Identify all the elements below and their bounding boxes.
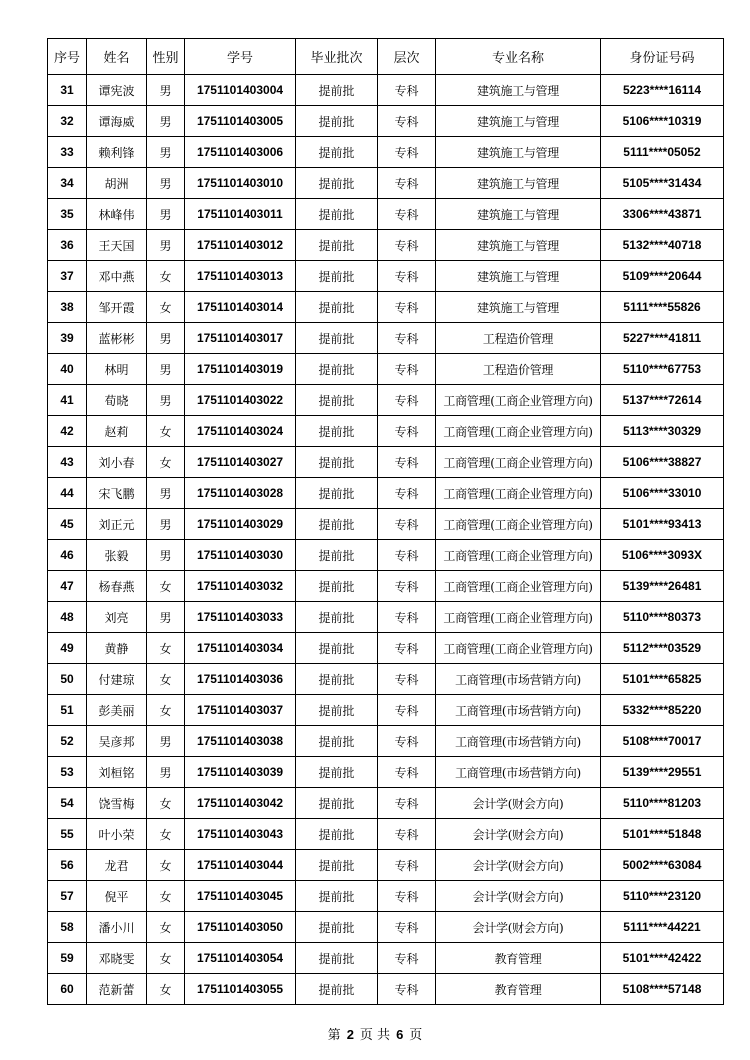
cell-name: 倪平 xyxy=(87,881,147,912)
cell-level: 专科 xyxy=(378,354,436,385)
cell-id-number: 5105****31434 xyxy=(601,168,724,199)
cell-index: 42 xyxy=(48,416,87,447)
student-table xyxy=(47,38,724,1005)
cell-student-id: 1751101403030 xyxy=(185,540,296,571)
cell-major: 工商管理(市场营销方向) xyxy=(436,695,601,726)
cell-student-id: 1751101403006 xyxy=(185,137,296,168)
cell-major: 会计学(财会方向) xyxy=(436,819,601,850)
cell-gender: 男 xyxy=(147,540,185,571)
cell-major: 建筑施工与管理 xyxy=(436,137,601,168)
cell-major: 建筑施工与管理 xyxy=(436,261,601,292)
cell-level: 专科 xyxy=(378,974,436,1005)
cell-batch: 提前批 xyxy=(296,726,378,757)
cell-student-id: 1751101403027 xyxy=(185,447,296,478)
cell-name: 黄静 xyxy=(87,633,147,664)
cell-id-number: 3306****43871 xyxy=(601,199,724,230)
cell-index: 39 xyxy=(48,323,87,354)
cell-gender: 男 xyxy=(147,602,185,633)
cell-batch: 提前批 xyxy=(296,75,378,106)
footer-page-number: 2 xyxy=(346,1027,354,1042)
cell-level: 专科 xyxy=(378,261,436,292)
header-name: 姓名 xyxy=(87,39,147,75)
cell-gender: 男 xyxy=(147,199,185,230)
cell-index: 47 xyxy=(48,571,87,602)
cell-level: 专科 xyxy=(378,912,436,943)
cell-level: 专科 xyxy=(378,168,436,199)
cell-index: 58 xyxy=(48,912,87,943)
table-row xyxy=(48,881,724,912)
cell-id-number: 5002****63084 xyxy=(601,850,724,881)
cell-level: 专科 xyxy=(378,571,436,602)
cell-name: 谭宪波 xyxy=(87,75,147,106)
table-row xyxy=(48,416,724,447)
cell-major: 建筑施工与管理 xyxy=(436,168,601,199)
table-row xyxy=(48,261,724,292)
table-row xyxy=(48,664,724,695)
cell-gender: 女 xyxy=(147,292,185,323)
cell-index: 51 xyxy=(48,695,87,726)
cell-id-number: 5109****20644 xyxy=(601,261,724,292)
table-header-row xyxy=(48,39,724,75)
cell-student-id: 1751101403043 xyxy=(185,819,296,850)
table-body xyxy=(48,75,724,1005)
cell-gender: 女 xyxy=(147,974,185,1005)
cell-student-id: 1751101403042 xyxy=(185,788,296,819)
cell-id-number: 5332****85220 xyxy=(601,695,724,726)
table-row xyxy=(48,106,724,137)
cell-student-id: 1751101403044 xyxy=(185,850,296,881)
cell-index: 43 xyxy=(48,447,87,478)
cell-name: 林明 xyxy=(87,354,147,385)
cell-gender: 女 xyxy=(147,850,185,881)
cell-major: 工商管理(市场营销方向) xyxy=(436,726,601,757)
table-row xyxy=(48,943,724,974)
cell-major: 工商管理(工商企业管理方向) xyxy=(436,478,601,509)
cell-major: 建筑施工与管理 xyxy=(436,292,601,323)
cell-major: 会计学(财会方向) xyxy=(436,912,601,943)
cell-name: 王天国 xyxy=(87,230,147,261)
cell-level: 专科 xyxy=(378,230,436,261)
cell-batch: 提前批 xyxy=(296,447,378,478)
cell-index: 38 xyxy=(48,292,87,323)
cell-id-number: 5139****26481 xyxy=(601,571,724,602)
table-row xyxy=(48,230,724,261)
cell-batch: 提前批 xyxy=(296,199,378,230)
cell-batch: 提前批 xyxy=(296,168,378,199)
cell-gender: 男 xyxy=(147,509,185,540)
cell-index: 36 xyxy=(48,230,87,261)
table-row xyxy=(48,478,724,509)
cell-index: 49 xyxy=(48,633,87,664)
cell-gender: 男 xyxy=(147,75,185,106)
cell-level: 专科 xyxy=(378,633,436,664)
cell-student-id: 1751101403037 xyxy=(185,695,296,726)
cell-level: 专科 xyxy=(378,323,436,354)
table-row xyxy=(48,602,724,633)
cell-name: 范新蕾 xyxy=(87,974,147,1005)
cell-student-id: 1751101403038 xyxy=(185,726,296,757)
cell-gender: 女 xyxy=(147,881,185,912)
cell-name: 杨春燕 xyxy=(87,571,147,602)
cell-index: 33 xyxy=(48,137,87,168)
cell-name: 龙君 xyxy=(87,850,147,881)
cell-id-number: 5113****30329 xyxy=(601,416,724,447)
cell-major: 工商管理(工商企业管理方向) xyxy=(436,602,601,633)
cell-level: 专科 xyxy=(378,757,436,788)
cell-batch: 提前批 xyxy=(296,757,378,788)
cell-gender: 男 xyxy=(147,757,185,788)
cell-major: 教育管理 xyxy=(436,943,601,974)
cell-major: 工商管理(市场营销方向) xyxy=(436,664,601,695)
cell-major: 建筑施工与管理 xyxy=(436,199,601,230)
table-row xyxy=(48,292,724,323)
cell-batch: 提前批 xyxy=(296,416,378,447)
cell-gender: 女 xyxy=(147,447,185,478)
cell-name: 刘亮 xyxy=(87,602,147,633)
cell-batch: 提前批 xyxy=(296,819,378,850)
cell-major: 会计学(财会方向) xyxy=(436,788,601,819)
cell-level: 专科 xyxy=(378,416,436,447)
cell-id-number: 5139****29551 xyxy=(601,757,724,788)
header-major: 专业名称 xyxy=(436,39,601,75)
cell-major: 建筑施工与管理 xyxy=(436,106,601,137)
cell-index: 59 xyxy=(48,943,87,974)
cell-id-number: 5106****10319 xyxy=(601,106,724,137)
cell-id-number: 5110****81203 xyxy=(601,788,724,819)
cell-gender: 女 xyxy=(147,943,185,974)
cell-batch: 提前批 xyxy=(296,664,378,695)
cell-level: 专科 xyxy=(378,106,436,137)
cell-id-number: 5101****42422 xyxy=(601,943,724,974)
footer-total-pages: 6 xyxy=(396,1027,404,1042)
footer-middle: 页 共 xyxy=(359,1028,391,1043)
cell-batch: 提前批 xyxy=(296,137,378,168)
cell-student-id: 1751101403028 xyxy=(185,478,296,509)
cell-id-number: 5111****55826 xyxy=(601,292,724,323)
cell-id-number: 5111****44221 xyxy=(601,912,724,943)
cell-index: 37 xyxy=(48,261,87,292)
cell-student-id: 1751101403029 xyxy=(185,509,296,540)
cell-major: 工商管理(工商企业管理方向) xyxy=(436,540,601,571)
cell-student-id: 1751101403011 xyxy=(185,199,296,230)
cell-level: 专科 xyxy=(378,478,436,509)
cell-batch: 提前批 xyxy=(296,509,378,540)
cell-id-number: 5223****16114 xyxy=(601,75,724,106)
cell-gender: 女 xyxy=(147,571,185,602)
cell-level: 专科 xyxy=(378,292,436,323)
table-row xyxy=(48,168,724,199)
cell-batch: 提前批 xyxy=(296,540,378,571)
cell-major: 工商管理(工商企业管理方向) xyxy=(436,416,601,447)
cell-batch: 提前批 xyxy=(296,323,378,354)
cell-name: 蓝彬彬 xyxy=(87,323,147,354)
cell-id-number: 5132****40718 xyxy=(601,230,724,261)
cell-student-id: 1751101403010 xyxy=(185,168,296,199)
cell-level: 专科 xyxy=(378,788,436,819)
cell-level: 专科 xyxy=(378,137,436,168)
cell-name: 叶小荣 xyxy=(87,819,147,850)
cell-id-number: 5111****05052 xyxy=(601,137,724,168)
cell-level: 专科 xyxy=(378,943,436,974)
cell-level: 专科 xyxy=(378,726,436,757)
cell-id-number: 5108****57148 xyxy=(601,974,724,1005)
cell-gender: 男 xyxy=(147,137,185,168)
cell-student-id: 1751101403034 xyxy=(185,633,296,664)
cell-batch: 提前批 xyxy=(296,974,378,1005)
cell-batch: 提前批 xyxy=(296,478,378,509)
table-row xyxy=(48,199,724,230)
cell-index: 41 xyxy=(48,385,87,416)
table-row xyxy=(48,974,724,1005)
cell-name: 彭美丽 xyxy=(87,695,147,726)
cell-name: 邓晓雯 xyxy=(87,943,147,974)
cell-student-id: 1751101403050 xyxy=(185,912,296,943)
cell-level: 专科 xyxy=(378,695,436,726)
cell-id-number: 5106****38827 xyxy=(601,447,724,478)
cell-gender: 男 xyxy=(147,726,185,757)
cell-index: 54 xyxy=(48,788,87,819)
cell-index: 32 xyxy=(48,106,87,137)
page-footer xyxy=(0,1024,750,1043)
cell-id-number: 5112****03529 xyxy=(601,633,724,664)
table-row xyxy=(48,540,724,571)
cell-batch: 提前批 xyxy=(296,261,378,292)
cell-name: 胡洲 xyxy=(87,168,147,199)
cell-student-id: 1751101403045 xyxy=(185,881,296,912)
cell-major: 会计学(财会方向) xyxy=(436,881,601,912)
cell-gender: 男 xyxy=(147,323,185,354)
table-row xyxy=(48,726,724,757)
cell-batch: 提前批 xyxy=(296,881,378,912)
cell-gender: 男 xyxy=(147,478,185,509)
cell-name: 刘桓铭 xyxy=(87,757,147,788)
header-id-number: 身份证号码 xyxy=(601,39,724,75)
cell-student-id: 1751101403055 xyxy=(185,974,296,1005)
cell-name: 邓中燕 xyxy=(87,261,147,292)
cell-gender: 男 xyxy=(147,168,185,199)
cell-level: 专科 xyxy=(378,447,436,478)
cell-level: 专科 xyxy=(378,664,436,695)
cell-batch: 提前批 xyxy=(296,850,378,881)
cell-gender: 女 xyxy=(147,261,185,292)
table-row xyxy=(48,695,724,726)
cell-name: 赵莉 xyxy=(87,416,147,447)
cell-major: 建筑施工与管理 xyxy=(436,75,601,106)
cell-student-id: 1751101403039 xyxy=(185,757,296,788)
cell-name: 吴彦邦 xyxy=(87,726,147,757)
cell-id-number: 5101****93413 xyxy=(601,509,724,540)
cell-gender: 女 xyxy=(147,633,185,664)
cell-batch: 提前批 xyxy=(296,695,378,726)
table-row xyxy=(48,509,724,540)
cell-student-id: 1751101403005 xyxy=(185,106,296,137)
cell-level: 专科 xyxy=(378,540,436,571)
cell-major: 工商管理(工商企业管理方向) xyxy=(436,385,601,416)
cell-index: 53 xyxy=(48,757,87,788)
cell-student-id: 1751101403017 xyxy=(185,323,296,354)
cell-name: 赖利锋 xyxy=(87,137,147,168)
table-row xyxy=(48,447,724,478)
cell-id-number: 5137****72614 xyxy=(601,385,724,416)
cell-gender: 女 xyxy=(147,912,185,943)
cell-id-number: 5101****65825 xyxy=(601,664,724,695)
cell-student-id: 1751101403022 xyxy=(185,385,296,416)
cell-major: 工商管理(工商企业管理方向) xyxy=(436,509,601,540)
cell-index: 52 xyxy=(48,726,87,757)
header-batch: 毕业批次 xyxy=(296,39,378,75)
table-row xyxy=(48,137,724,168)
cell-batch: 提前批 xyxy=(296,912,378,943)
cell-index: 55 xyxy=(48,819,87,850)
cell-index: 35 xyxy=(48,199,87,230)
cell-batch: 提前批 xyxy=(296,633,378,664)
cell-id-number: 5110****23120 xyxy=(601,881,724,912)
cell-id-number: 5108****70017 xyxy=(601,726,724,757)
cell-student-id: 1751101403024 xyxy=(185,416,296,447)
header-index: 序号 xyxy=(48,39,87,75)
table-row xyxy=(48,850,724,881)
table-row xyxy=(48,912,724,943)
cell-major: 工程造价管理 xyxy=(436,323,601,354)
cell-index: 45 xyxy=(48,509,87,540)
cell-name: 谭海威 xyxy=(87,106,147,137)
cell-id-number: 5106****3093X xyxy=(601,540,724,571)
cell-index: 46 xyxy=(48,540,87,571)
table-row xyxy=(48,788,724,819)
cell-major: 工商管理(工商企业管理方向) xyxy=(436,633,601,664)
cell-level: 专科 xyxy=(378,385,436,416)
cell-name: 宋飞鹏 xyxy=(87,478,147,509)
cell-id-number: 5110****67753 xyxy=(601,354,724,385)
table-row xyxy=(48,385,724,416)
cell-batch: 提前批 xyxy=(296,571,378,602)
cell-major: 工商管理(市场营销方向) xyxy=(436,757,601,788)
cell-batch: 提前批 xyxy=(296,354,378,385)
cell-level: 专科 xyxy=(378,75,436,106)
cell-student-id: 1751101403033 xyxy=(185,602,296,633)
cell-level: 专科 xyxy=(378,881,436,912)
cell-batch: 提前批 xyxy=(296,292,378,323)
cell-name: 刘小春 xyxy=(87,447,147,478)
cell-student-id: 1751101403019 xyxy=(185,354,296,385)
cell-student-id: 1751101403012 xyxy=(185,230,296,261)
cell-name: 潘小川 xyxy=(87,912,147,943)
cell-gender: 女 xyxy=(147,819,185,850)
cell-level: 专科 xyxy=(378,602,436,633)
header-student-id: 学号 xyxy=(185,39,296,75)
cell-index: 44 xyxy=(48,478,87,509)
cell-name: 林峰伟 xyxy=(87,199,147,230)
cell-index: 48 xyxy=(48,602,87,633)
cell-name: 饶雪梅 xyxy=(87,788,147,819)
cell-batch: 提前批 xyxy=(296,385,378,416)
cell-major: 工程造价管理 xyxy=(436,354,601,385)
cell-gender: 女 xyxy=(147,788,185,819)
cell-name: 张毅 xyxy=(87,540,147,571)
cell-level: 专科 xyxy=(378,850,436,881)
cell-name: 邹开霞 xyxy=(87,292,147,323)
header-gender: 性别 xyxy=(147,39,185,75)
cell-gender: 男 xyxy=(147,385,185,416)
cell-gender: 男 xyxy=(147,106,185,137)
cell-batch: 提前批 xyxy=(296,943,378,974)
cell-gender: 男 xyxy=(147,354,185,385)
cell-id-number: 5106****33010 xyxy=(601,478,724,509)
table-row xyxy=(48,757,724,788)
cell-batch: 提前批 xyxy=(296,230,378,261)
cell-major: 教育管理 xyxy=(436,974,601,1005)
cell-name: 付建琼 xyxy=(87,664,147,695)
cell-gender: 女 xyxy=(147,664,185,695)
table-row xyxy=(48,571,724,602)
cell-index: 40 xyxy=(48,354,87,385)
footer-prefix: 第 xyxy=(327,1028,341,1043)
cell-id-number: 5227****41811 xyxy=(601,323,724,354)
cell-major: 工商管理(工商企业管理方向) xyxy=(436,571,601,602)
cell-id-number: 5110****80373 xyxy=(601,602,724,633)
cell-gender: 男 xyxy=(147,230,185,261)
cell-level: 专科 xyxy=(378,509,436,540)
cell-major: 建筑施工与管理 xyxy=(436,230,601,261)
cell-batch: 提前批 xyxy=(296,788,378,819)
cell-index: 57 xyxy=(48,881,87,912)
cell-student-id: 1751101403036 xyxy=(185,664,296,695)
cell-student-id: 1751101403013 xyxy=(185,261,296,292)
cell-major: 工商管理(工商企业管理方向) xyxy=(436,447,601,478)
cell-level: 专科 xyxy=(378,819,436,850)
cell-id-number: 5101****51848 xyxy=(601,819,724,850)
table-row xyxy=(48,354,724,385)
table-row xyxy=(48,323,724,354)
cell-student-id: 1751101403014 xyxy=(185,292,296,323)
cell-index: 50 xyxy=(48,664,87,695)
cell-student-id: 1751101403054 xyxy=(185,943,296,974)
cell-index: 31 xyxy=(48,75,87,106)
table-row xyxy=(48,819,724,850)
cell-student-id: 1751101403032 xyxy=(185,571,296,602)
cell-name: 荀晓 xyxy=(87,385,147,416)
cell-index: 34 xyxy=(48,168,87,199)
footer-suffix: 页 xyxy=(409,1028,423,1043)
cell-level: 专科 xyxy=(378,199,436,230)
cell-major: 会计学(财会方向) xyxy=(436,850,601,881)
cell-batch: 提前批 xyxy=(296,602,378,633)
cell-index: 60 xyxy=(48,974,87,1005)
cell-index: 56 xyxy=(48,850,87,881)
table-row xyxy=(48,75,724,106)
cell-student-id: 1751101403004 xyxy=(185,75,296,106)
cell-batch: 提前批 xyxy=(296,106,378,137)
cell-name: 刘正元 xyxy=(87,509,147,540)
table-row xyxy=(48,633,724,664)
cell-gender: 女 xyxy=(147,416,185,447)
cell-gender: 女 xyxy=(147,695,185,726)
header-level: 层次 xyxy=(378,39,436,75)
